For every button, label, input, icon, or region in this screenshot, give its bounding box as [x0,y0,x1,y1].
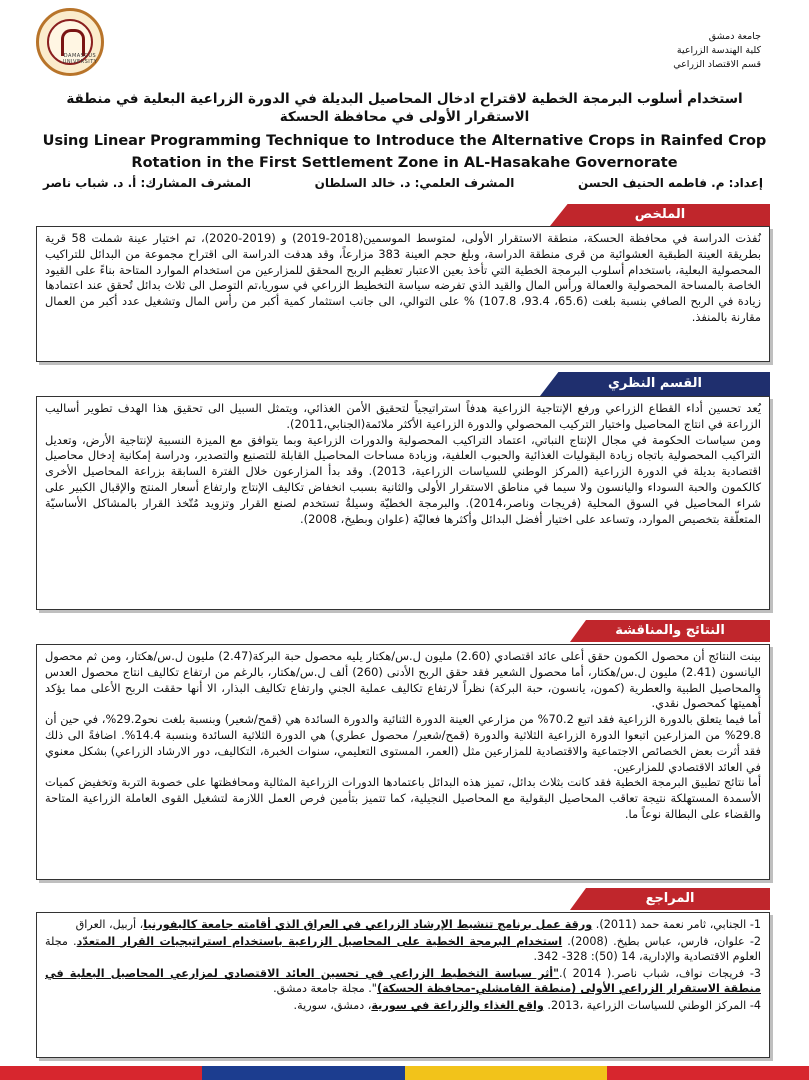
results-paragraph-3: أما نتائج تطبيق البرمجة الخطية فقد كانت بثلاث بدائل، تميز هذه البدائل باعتمادها الدورات الزراعية المثالية ومحافظتها على خصوبة التربة وتخفيض كميات الأسمدة المستهلكة نتيجة تعاقب المحاصيل البقولية مع المحاصيل النجيلية، كما تتميز بتأمين فرص العمل اللازمة لتشغيل القوى العاملة الزراعية المتاحة والقضاء على البطالة نوعاً ما. [45,775,761,821]
reference-3 [45,966,761,997]
abstract-text: نُفذت الدراسة في محافظة الحسكة، منطقة الاستقرار الأولى، لمتوسط الموسمين(2018-2019) و (2019-2020)، تم اختيار عينة شملت 58 قرية بطريقة العينة الطبقية العشوائية من قرى منطقة الدراسة، وبلغ حجم العينة 383 مزارعاً، وقد هدفت الدراسة الى اقتراح مجموعة من البدائل للتراكيب المحصولية البعلية، باستخدام أسلوب البرمجة الخطية التي تأخذ بعين الاعتبار تعظيم الربح المحقق للمزارعين من استخدام الموارد المتاحة بناءً على القيود الخاصة بالمساحة المحصولية والعمالة ورأس المال والقيد الذي تفرضه سياسة التخطيط الزراعي في سوريا،تم التوصل الى ثلاث بدائل تُحقق عند اعتمادها زيادة في الربح الصافي بنسبة بلغت (65.6، 93.4، 107.8) % على التوالي، الى جانب استثمار كمية أكبر من رأس المال وتشغيل عدد أكبر من العمال مقارنة بالمنفذ. [45,231,761,324]
bottom-color-bar [0,1066,809,1080]
reference-4 [45,998,761,1014]
reference-2 [45,934,761,965]
reference-2-author: 2- علوان، فارس، عباس بطيخ. (2008). [562,934,762,948]
faculty-name: كلية الهندسة الزراعية [676,45,761,56]
authors-line [43,176,763,190]
reference-1 [45,917,761,933]
theory-paragraph-2: ومن سياسات الحكومة في مجال الإنتاج النباتي، اعتماد التراكيب المحصولية والدورات الزراعية وبما يتوافق مع الميزة النسبية لإنتاجية الأرض، وتعديل التراكيب المحصولية باتجاه زيادة البقوليات الغذائية والحبوب العلفية، وزيادة مساحات المحاصيل القابلة للتصنيع والتصدير، ودراسة إمكانية إدخال محاصيل اقتصادية بديلة في الدورة الزراعية (المركز الوطني للسياسات الزراعية، 2013). وقد بدأ المزارعون خلال الفترة السابقة بزراعة المحاصيل الأخرى كالكمون والحبة السوداء واليانسون ولا سيما في مناطق الاستقرار الأولى والثانية بسبب انخفاض تكاليف الإنتاج وارتفاع أسعار المنتج والإقبال الكبير على شراء المحاصيل في السوق المحلية (فريجات وناصر،2014). والبرمجة الخطيّة وسيلةٌ تستخدم لصنع القرار وتزويد مُتّخذ القرار بالمشاكل الأساسيّة المتعلّقة بتخصيص الموارد، وتساعد على اختيار أفضل البدائل وأكثرها فعاليّة (علوان وبطيخ، 2008). [45,432,761,526]
reference-3-journal: ". مجلة جامعة دمشق. [273,982,377,996]
results-paragraph-2: أما فيما يتعلق بالدورة الزراعية فقد اتبع 70.2% من مزارعي العينة الدورة الثنائية والدورة السائدة هي (قمح/شعير) وبنسبة بلغت نحو29.2%، في حين أن 29.8% من المزارعين اتبعوا الدورة الزراعية الثلاثية والدورة (قمح/شعير/ محصول عطري) هي الدورة الثلاثية السائدة وبنسبة 14.4%. اضافةً الى ذلك فقد أثرت بعض الخصائص الاجتماعية والاقتصادية للمزارعين مثل (العمر، المستوى التعليمي، سنوات الخبرة، التكاليف، دور الارشاد الزراعي) بشكل معنوي في العائد الاقتصادي للمزارعين. [45,712,761,774]
abstract-box [36,226,770,362]
theory-paragraph-1: يُعد تحسين أداء القطاع الزراعي ورفع الإنتاجية الزراعية هدفاً استراتيجياً لتحقيق الأمن الغذائي، ويتمثل السبيل الى تحقيق هذا الهدف تطوير أساليب الزراعة في انتاج المحاصيل واختيار التركيب المحصولي والدورة الزراعية الأكثر ملائمة(الجنابي،2011). [45,401,761,431]
arabic-title: استخدام أسلوب البرمجة الخطية لاقتراح ادخال المحاصيل البديلة في الدورة الزراعية البعلية في منطقة الاستقرار الأولى في محافظة الحسكة [66,91,743,125]
bar-segment-yellow [405,1066,607,1080]
reference-4-place: ، دمشق، سورية. [293,998,372,1012]
references-heading-band [570,888,770,910]
author-supervisor: المشرف العلمي: د. خالد السلطان [314,176,515,190]
author-co-supervisor: المشرف المشارك: أ. د. شباب ناصر [43,176,251,190]
logo-emblem [47,19,98,65]
results-heading-band [570,620,770,642]
abstract-heading: الملخص [634,207,686,222]
references-heading: المراجع [645,891,695,906]
abstract-heading-band [550,204,770,226]
reference-1-author: 1- الجنابي، ثامر نعمة حمد (2011). [592,918,761,931]
bar-segment-red-2 [607,1066,809,1080]
bar-segment-blue [202,1066,404,1080]
logo-arch-icon [61,29,85,56]
author-prepared: إعداد: م. فاطمه الحنيف الحسن [578,176,763,190]
reference-4-author: 4- المركز الوطني للسياسات الزراعية ،2013. [543,998,761,1012]
results-heading: النتائج والمناقشة [615,623,725,638]
title-block [0,90,809,174]
results-paragraph-1: بينت النتائج أن محصول الكمون حقق أعلى عائد اقتصادي (2.60) مليون ل.س/هكتار يليه محصول حبة البركة(2.47) مليون ل.س/هكتار، ومن ثم محصول اليانسون (2.41) مليون ل.س/هكتار، أما محصول الشعير فقد حقق الربح الأدنى (260) ألف ل.س/هكتار، بالرغم من ارتفاع تكاليف انتاج محصول العدس والمحاصيل الطبية والعطرية (كمون، يانسون، حبة البركة) نظراً لارتفاع تكاليف عملية الجني وارتفاع تكاليف البذار، الا أنها حققت الربح الأعلى مما يؤكد أهميتها كمحصول نقدي. [45,649,762,711]
results-box [36,644,770,880]
reference-4-title: واقع الغذاء والزراعة في سورية [371,998,544,1012]
logo-text: DAMASCUS UNIVERSITY [62,53,98,65]
reference-1-title: ورقة عمل برنامج تنشيط الإرشاد الزراعي في العراق الذي أقامته جامعة كاليفورنيا [143,918,593,931]
reference-3-title: "أثر سياسة التخطيط الزراعي في تحسين العائد الاقتصادي لمزارعي المحاصيل البعلية في منطقة الاستقرار الزراعي الأولى (منطقة القامشلي-محافظة الحسكة) [45,966,761,996]
reference-2-journal: . مجلة العلوم الاقتصادية والإدارية، 14 (50): 328- 342. [45,934,761,964]
english-title-line1: Using Linear Programming Technique to Introduce the Alternative Crops in Rainfed Crop [42,133,767,149]
affiliation-block [673,30,761,72]
english-title [0,130,809,174]
university-name: جامعة دمشق [708,31,761,42]
department-name: قسم الاقتصاد الزراعي [673,59,761,70]
reference-2-title: استخدام البرمجة الخطية على المحاصيل الزراعية باستخدام استراتيجيات القرار المتعدّد [76,934,563,948]
poster-header [0,0,809,92]
references-box [36,912,770,1058]
reference-3-author: 3- فريجات نواف، شباب ناصر.( 2014 ). [558,966,761,980]
university-logo-icon [36,8,104,76]
theory-heading: القسم النظري [608,376,702,391]
bar-segment-red [0,1066,202,1080]
english-title-line2: Rotation in the First Settlement Zone in AL-Hasakahe Governorate [131,155,678,171]
reference-1-place: ، أربيل، العراق [75,918,144,931]
theory-heading-band [540,372,770,396]
theory-box [36,396,770,610]
